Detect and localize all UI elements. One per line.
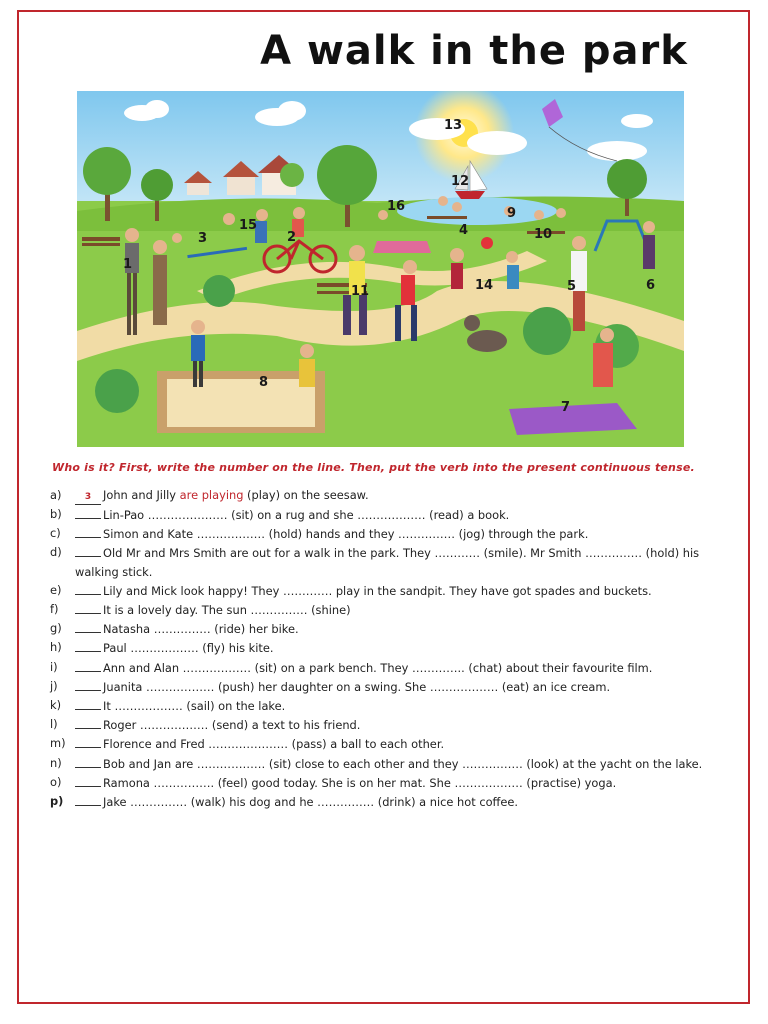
scene-number-10: 10 [534,227,553,242]
exercise-item [50,486,730,505]
item-text [75,715,730,734]
scene-number-14: 14 [475,278,494,293]
item-letter: m) [50,736,66,751]
item-letter: k) [50,698,62,713]
item-text [75,600,730,619]
exercise-item [50,715,730,734]
exercise-item [50,677,730,696]
item-letter: g) [50,621,62,636]
exercise-item [50,792,730,811]
instruction-text: Who is it? First, write the number on the line. Then, put the verb into the present continuous tense. [52,461,695,474]
item-letter: n) [50,755,62,770]
item-sentence: Juanita ……………… (push) her daughter on a swing. She ……………… (eat) an ice cream. [103,679,611,694]
scene-number-4: 4 [459,223,469,238]
exercise-item [50,524,730,543]
item-letter: f) [50,602,59,617]
exercise-item [50,734,730,753]
number-blank[interactable] [75,524,101,538]
exercise-item [50,773,730,792]
number-blank[interactable] [75,792,101,806]
number-blank[interactable] [75,581,101,595]
exercise-item [50,505,730,524]
item-sentence: John and Jilly [103,488,180,502]
number-blank[interactable] [75,754,101,768]
item-text [75,658,730,677]
number-blank[interactable]: 3 [75,491,101,505]
item-sentence: Old Mr and Mrs Smith are out for a walk in the park. They ………… (smile). Mr Smith …………… (hold) his walking stick. [75,546,700,579]
item-sentence-end: (play) on the seesaw. [243,488,369,502]
item-letter: c) [50,526,61,541]
item-letter: p) [50,794,64,809]
number-blank[interactable] [75,658,101,672]
number-blank[interactable] [75,638,101,652]
exercise-item [50,658,730,677]
exercise-item [50,696,730,715]
ball [481,237,493,249]
item-answer: are playing [179,488,244,502]
number-blank[interactable] [75,505,101,519]
scene-number-6: 6 [646,278,656,293]
number-blank[interactable] [75,543,101,557]
item-letter: e) [50,582,62,597]
park-illustration [77,91,684,447]
scene-number-7: 7 [561,400,571,415]
exercise-item [50,619,730,638]
item-text [75,677,730,696]
exercise-item [50,581,730,600]
number-blank[interactable] [75,773,101,787]
scene-number-13: 13 [444,118,463,133]
number-blank[interactable] [75,715,101,729]
item-sentence: Bob and Jan are ……………… (sit) close to each other and they ……………. (look) at the yacht on the lake. [103,756,703,771]
item-sentence: It is a lovely day. The sun …………… (shine) [103,603,351,618]
scene-number-2: 2 [287,230,297,245]
item-letter: h) [50,640,62,655]
exercise-item [50,754,730,773]
lake [397,197,557,225]
item-sentence: Natasha …………… (ride) her bike. [103,622,299,637]
scene-number-16: 16 [387,199,406,214]
scene-number-12: 12 [451,174,470,189]
item-sentence: Simon and Kate ……………… (hold) hands and they …………… (jog) through the park. [103,527,589,542]
scene-number-15: 15 [239,218,258,233]
item-sentence: It ……………… (sail) on the lake. [103,699,286,714]
item-text [75,619,730,638]
scene-number-11: 11 [351,284,370,299]
item-text [75,754,730,773]
number-blank[interactable] [75,600,101,614]
item-text [75,524,730,543]
item-letter: d) [50,545,62,560]
item-letter: o) [50,774,62,789]
item-text [75,696,730,715]
scene-number-8: 8 [259,375,269,390]
scene-number-1: 1 [123,257,133,272]
item-text [75,581,730,600]
item-sentence: Paul ……………… (fly) his kite. [103,641,274,656]
item-sentence: Florence and Fred ………………… (pass) a ball to each other. [103,737,445,752]
exercise-item [50,543,730,580]
item-sentence: Ann and Alan ……………… (sit) on a park bench. They ………….. (chat) about their favourite film. [103,660,653,675]
item-letter: b) [50,507,62,521]
exercise-item [50,638,730,657]
item-letter: a) [50,488,62,502]
exercise-item [50,600,730,619]
scene-number-3: 3 [198,231,208,246]
scene-number-5: 5 [567,279,577,294]
dog [467,330,507,352]
number-blank[interactable] [75,619,101,633]
number-blank[interactable] [75,734,101,748]
item-text [75,638,730,657]
scene-number-9: 9 [507,206,517,221]
item-text [75,505,730,524]
exercise-list [50,486,730,811]
item-letter: i) [50,659,58,674]
yoga-mat [373,241,431,253]
page-title: A walk in the park [260,28,688,74]
item-sentence: Lin-Pao ………………… (sit) on a rug and she ……………… (read) a book. [103,508,510,522]
item-letter: l) [50,717,58,732]
item-sentence: Lily and Mick look happy! They …………. play in the sandpit. They have got spades and buckets. [103,583,652,598]
item-text [75,486,730,505]
number-blank[interactable] [75,696,101,710]
number-blank[interactable] [75,677,101,691]
item-sentence: Jake …………… (walk) his dog and he …………… (drink) a nice hot coffee. [103,795,519,810]
item-text [75,792,730,811]
item-letter: j) [50,678,58,693]
item-sentence: Ramona ……………. (feel) good today. She is on her mat. She ……………… (practise) yoga. [103,775,617,790]
item-sentence: Roger ……………… (send) a text to his friend. [103,718,361,733]
item-text [75,734,730,753]
item-text [75,543,730,580]
item-text [75,773,730,792]
